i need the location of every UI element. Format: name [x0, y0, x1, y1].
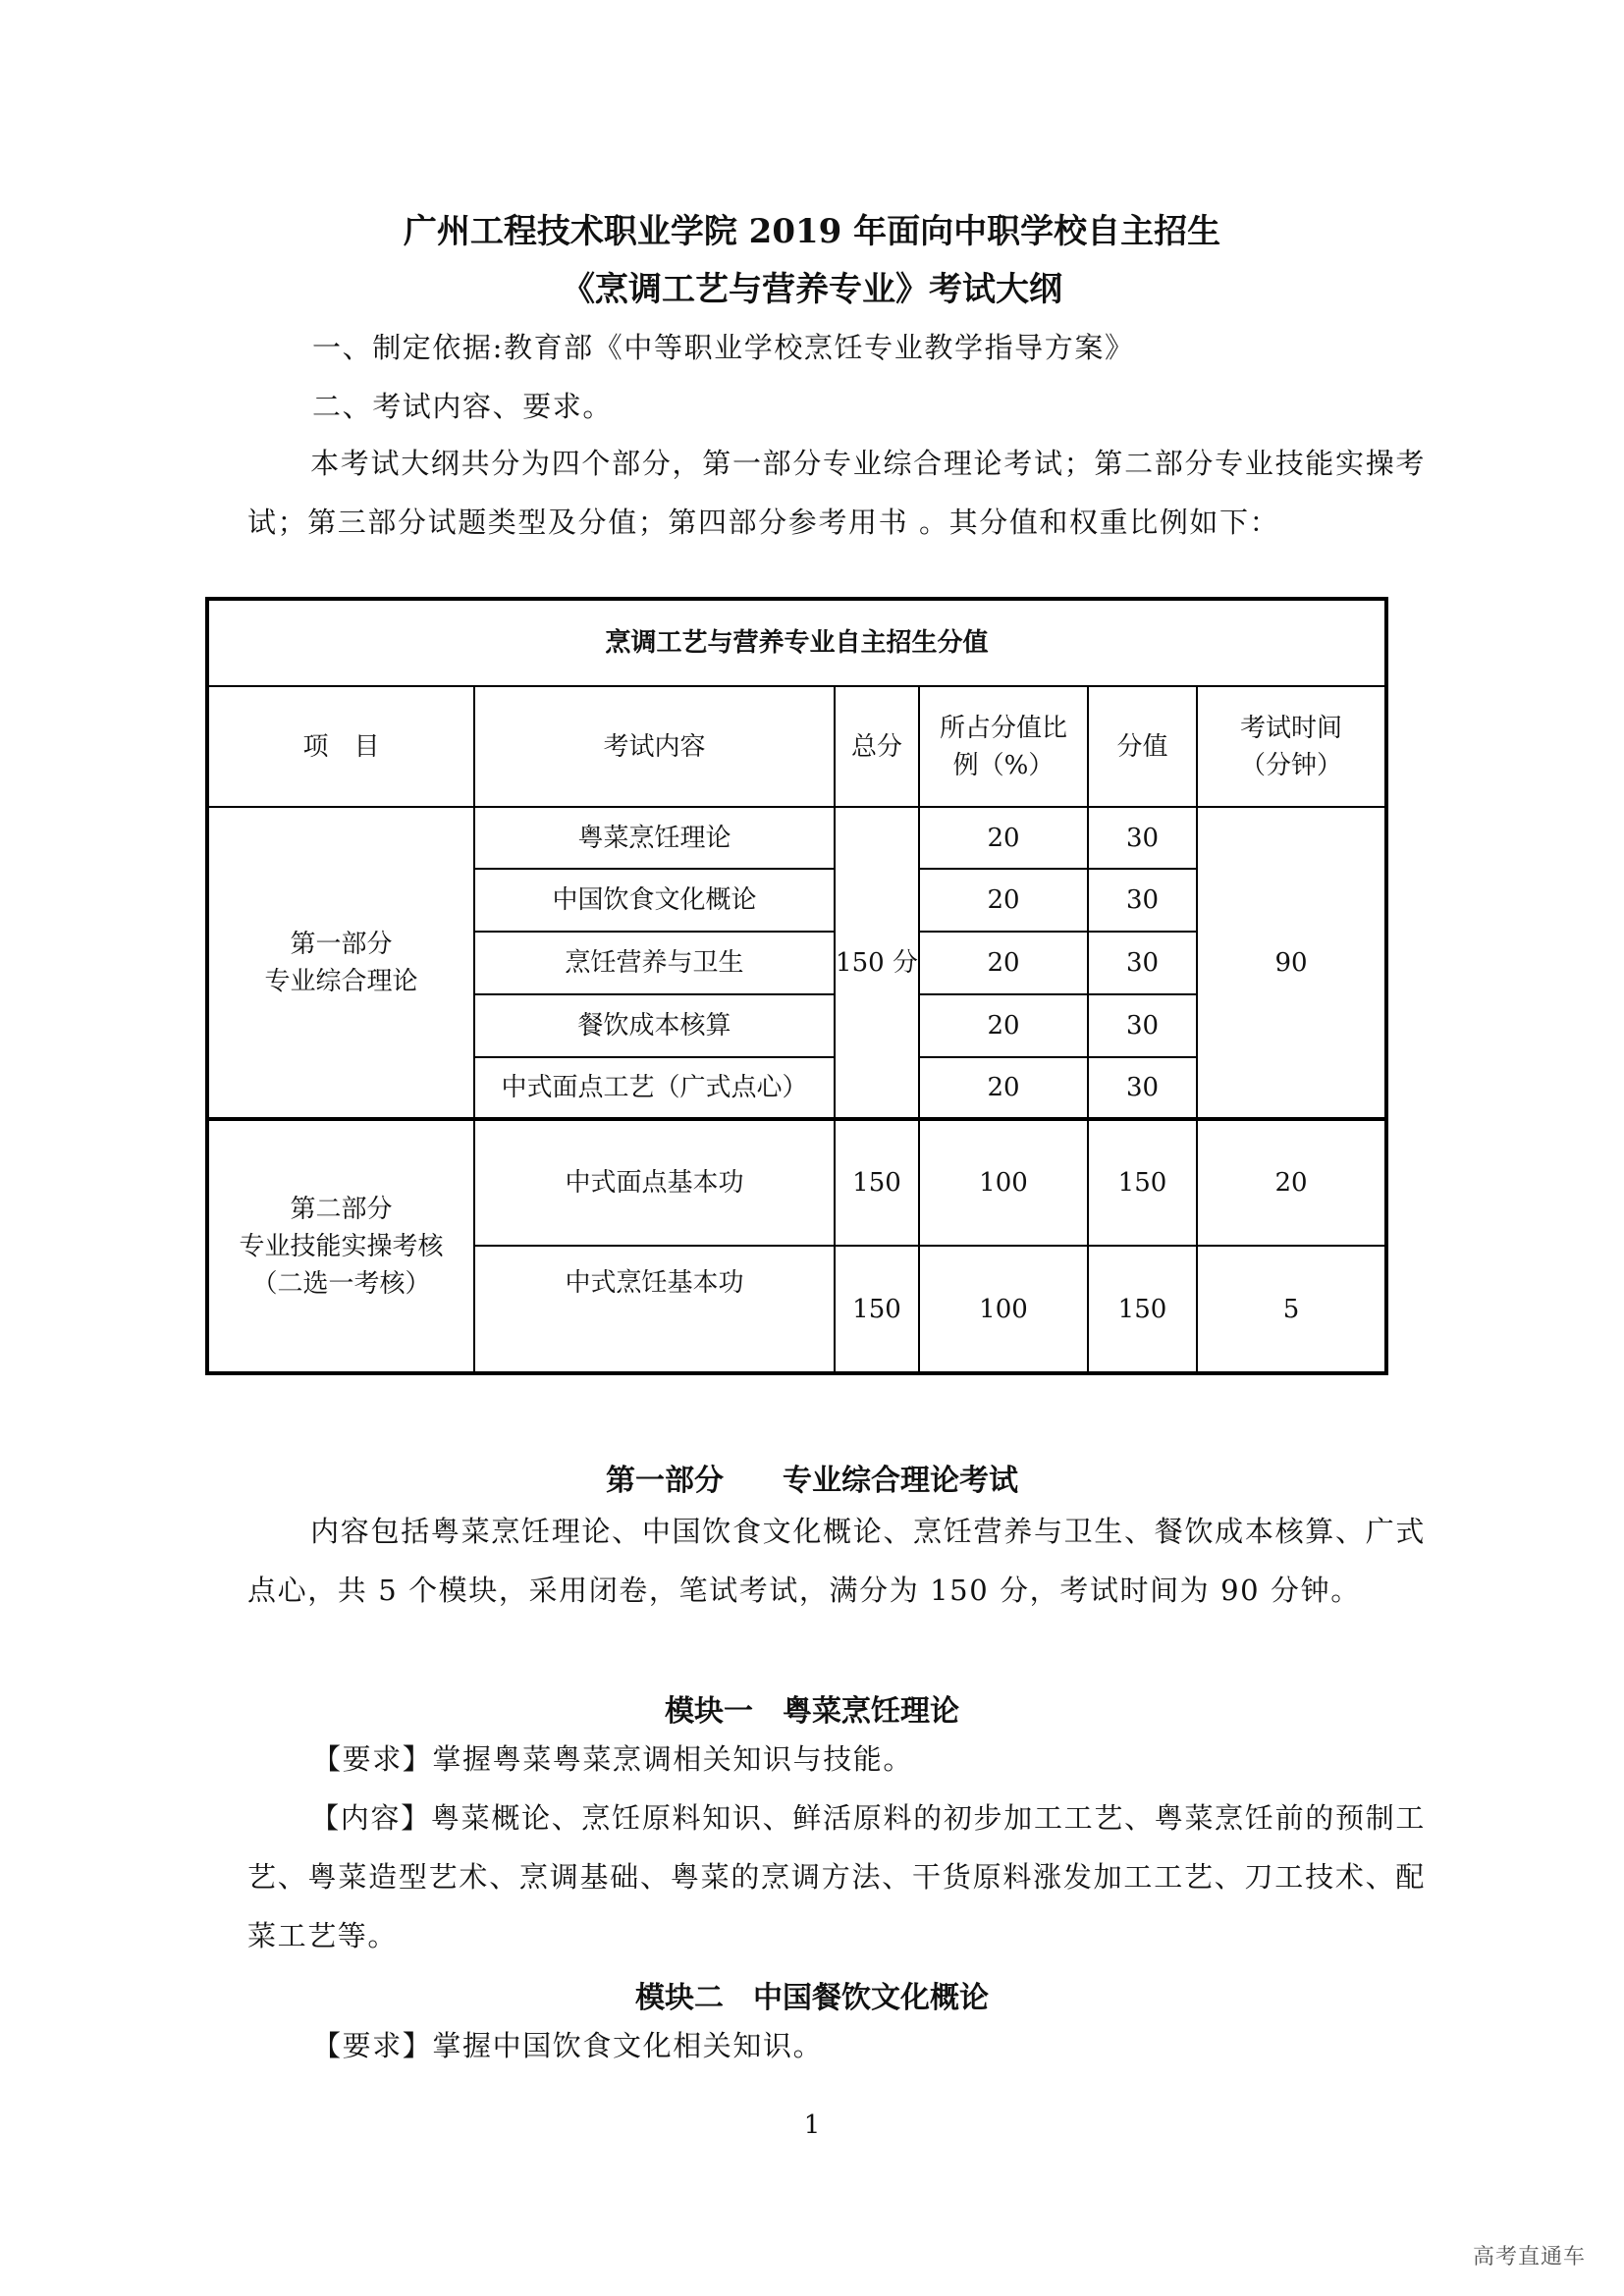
ratio-cell: 20: [919, 807, 1088, 869]
content-cell: 中式面点工艺（广式点心）: [474, 1057, 835, 1119]
document-title-line2: 《烹调工艺与营养专业》考试大纲: [562, 270, 1062, 309]
header-score: 分值: [1088, 686, 1197, 807]
score-cell: 150: [1088, 1246, 1197, 1373]
content-cell: 餐饮成本核算: [474, 994, 835, 1057]
basis-line: 一、制定依据:教育部《中等职业学校烹饪专业教学指导方案》: [312, 331, 1135, 364]
document-title-line1: 广州工程技术职业学院 2019 年面向中职学校自主招生: [403, 212, 1221, 251]
time-cell: 5: [1197, 1246, 1386, 1373]
module1-requirement: 【要求】掌握粤菜粤菜烹调相关知识与技能。: [312, 1742, 914, 1776]
table-header-row: [207, 686, 1386, 807]
content-cell: 烹饪营养与卫生: [474, 932, 835, 994]
content-cell: 中式面点基本功: [474, 1119, 835, 1246]
part1-label: 第一部分 专业综合理论: [207, 807, 474, 1119]
section2-line: 二、考试内容、要求。: [312, 390, 614, 423]
score-cell: 30: [1088, 1057, 1197, 1119]
header-total: 总分: [835, 686, 919, 807]
part2-label: 第二部分 专业技能实操考核 （二选一考核）: [207, 1119, 474, 1373]
score-cell: 30: [1088, 869, 1197, 932]
module1-content: 【内容】粤菜概论、烹饪原料知识、鲜活原料的初步加工工艺、粤菜烹饪前的预制工艺、粤菜造型艺术、烹调基础、粤菜的烹调方法、干货原料涨发加工工艺、刀工技术、配菜工艺等。: [247, 1801, 1426, 1952]
part1-description: 内容包括粤菜烹饪理论、中国饮食文化概论、烹饪营养与卫生、餐饮成本核算、广式点心，共 5 个模块，采用闭卷，笔试考试，满分为 150 分，考试时间为 90 分钟。: [247, 1515, 1426, 1607]
header-item: 项 目: [207, 686, 474, 807]
part1-heading: 第一部分 专业综合理论考试: [606, 1464, 1018, 1498]
page-number: 1: [803, 2110, 821, 2140]
part1-total: 150 分: [835, 807, 919, 1119]
header-time: 考试时间 （分钟）: [1197, 686, 1386, 807]
intro-paragraph: [247, 434, 1426, 552]
ratio-cell: 20: [919, 869, 1088, 932]
header-content: 考试内容: [474, 686, 835, 807]
content-cell: 粤菜烹饪理论: [474, 807, 835, 869]
ratio-cell: 20: [919, 994, 1088, 1057]
table-caption: 烹调工艺与营养专业自主招生分值: [207, 599, 1386, 686]
ratio-cell: 20: [919, 1057, 1088, 1119]
total-cell: 150: [835, 1119, 919, 1246]
score-cell: 30: [1088, 994, 1197, 1057]
table-row: [207, 807, 1386, 869]
score-table: [205, 597, 1388, 1375]
part1-time: 90: [1197, 807, 1386, 1119]
content-cell: 中国饮食文化概论: [474, 869, 835, 932]
total-cell: 150: [835, 1246, 919, 1373]
header-ratio: 所占分值比 例（%）: [919, 686, 1088, 807]
module1-heading: 模块一 粤菜烹饪理论: [665, 1694, 959, 1729]
time-cell: 20: [1197, 1119, 1386, 1246]
score-cell: 150: [1088, 1119, 1197, 1246]
score-cell: 30: [1088, 932, 1197, 994]
module2-requirement: 【要求】掌握中国饮食文化相关知识。: [312, 2029, 824, 2062]
ratio-cell: 20: [919, 932, 1088, 994]
intro-text: 本考试大纲共分为四个部分，第一部分专业综合理论考试；第二部分专业技能实操考试；第三部分试题类型及分值；第四部分参考用书 。其分值和权重比例如下：: [247, 447, 1426, 539]
score-cell: 30: [1088, 807, 1197, 869]
watermark: 高考直通车: [1473, 2245, 1587, 2269]
module2-heading: 模块二 中国餐饮文化概论: [635, 1981, 989, 2015]
table-row: [207, 1119, 1386, 1246]
content-cell: 中式烹饪基本功: [474, 1246, 835, 1373]
ratio-cell: 100: [919, 1119, 1088, 1246]
ratio-cell: 100: [919, 1246, 1088, 1373]
